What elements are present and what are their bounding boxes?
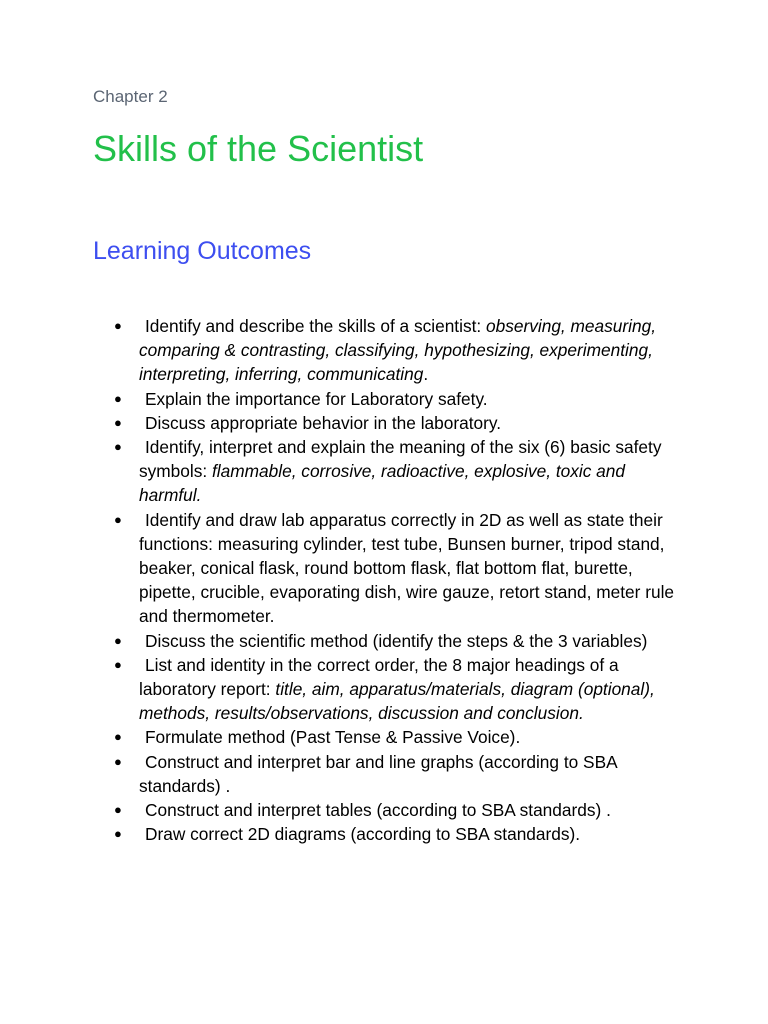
list-item-text: Formulate method (Past Tense & Passive Voice). [145, 727, 521, 748]
list-item-text: Discuss the scientific method (identify the steps & the 3 variables) [145, 630, 648, 651]
list-item [0, 314, 768, 387]
bullet-icon: ● [114, 390, 122, 406]
list-item-emphasis: observing, measuring, comparing & contrasting, classifying, hypothesizing, experimenting, interpreting, inferring, communicating [139, 316, 657, 385]
bullet-icon: ● [114, 632, 122, 648]
list-item [0, 725, 768, 749]
list-item [0, 411, 768, 435]
list-item-tail: . [423, 364, 429, 385]
list-item-text: Draw correct 2D diagrams (according to SBA standards). [145, 824, 581, 845]
list-item-text: Identify, interpret and explain the meaning of the six (6) basic safety symbols: [139, 437, 662, 482]
chapter-label: Chapter 2 [93, 87, 168, 106]
list-item [0, 750, 768, 798]
bullet-icon: ● [114, 439, 122, 455]
list-item [0, 387, 768, 411]
bullet-icon: ● [114, 318, 122, 333]
list-item [0, 629, 768, 653]
list-item-text: Identify and draw lab apparatus correctly in 2D as well as state their functions: measuring cylinder, test tube, Bunsen burner, tripod stand, beaker, conical flask, round bottom flask, flat bottom flat, burette, pipette, crucible, evaporating dish, wire gauze, retort stand, meter rule and thermometer. [139, 509, 675, 627]
list-item-text: Construct and interpret tables (according to SBA standards) . [145, 800, 611, 821]
list-item-text: List and identity in the correct order, the 8 major headings of a laboratory report: [139, 654, 619, 700]
list-item [0, 822, 768, 846]
list-item [0, 798, 768, 822]
list-item-text: Explain the importance for Laboratory safety. [145, 388, 488, 409]
list-item [0, 435, 768, 508]
list-item-emphasis: title, aim, apparatus/materials, diagram (optional), methods, results/observations, discussion and conclusion. [139, 679, 655, 724]
list-item [0, 508, 768, 629]
bullet-icon: ● [114, 414, 122, 430]
section-heading: Learning Outcomes [93, 237, 312, 265]
bullet-icon: ● [114, 753, 122, 769]
list-item-text: Discuss appropriate behavior in the laboratory. [145, 412, 502, 433]
bullet-icon: ● [114, 656, 122, 672]
list-item-text: Identify and describe the skills of a scientist: [145, 316, 486, 336]
list-item [0, 653, 768, 726]
list-item-text: Construct and interpret bar and line graphs (according to SBA standards) . [139, 751, 617, 796]
bullet-icon: ● [114, 511, 122, 527]
bullet-icon: ● [114, 802, 122, 818]
list-item-emphasis: flammable, corrosive, radioactive, explosive, toxic and harmful. [139, 461, 625, 506]
bullet-icon: ● [114, 729, 122, 745]
page-title: Skills of the Scientist [93, 128, 424, 169]
bullet-icon: ● [114, 826, 122, 842]
learning-outcomes-list [0, 314, 768, 846]
